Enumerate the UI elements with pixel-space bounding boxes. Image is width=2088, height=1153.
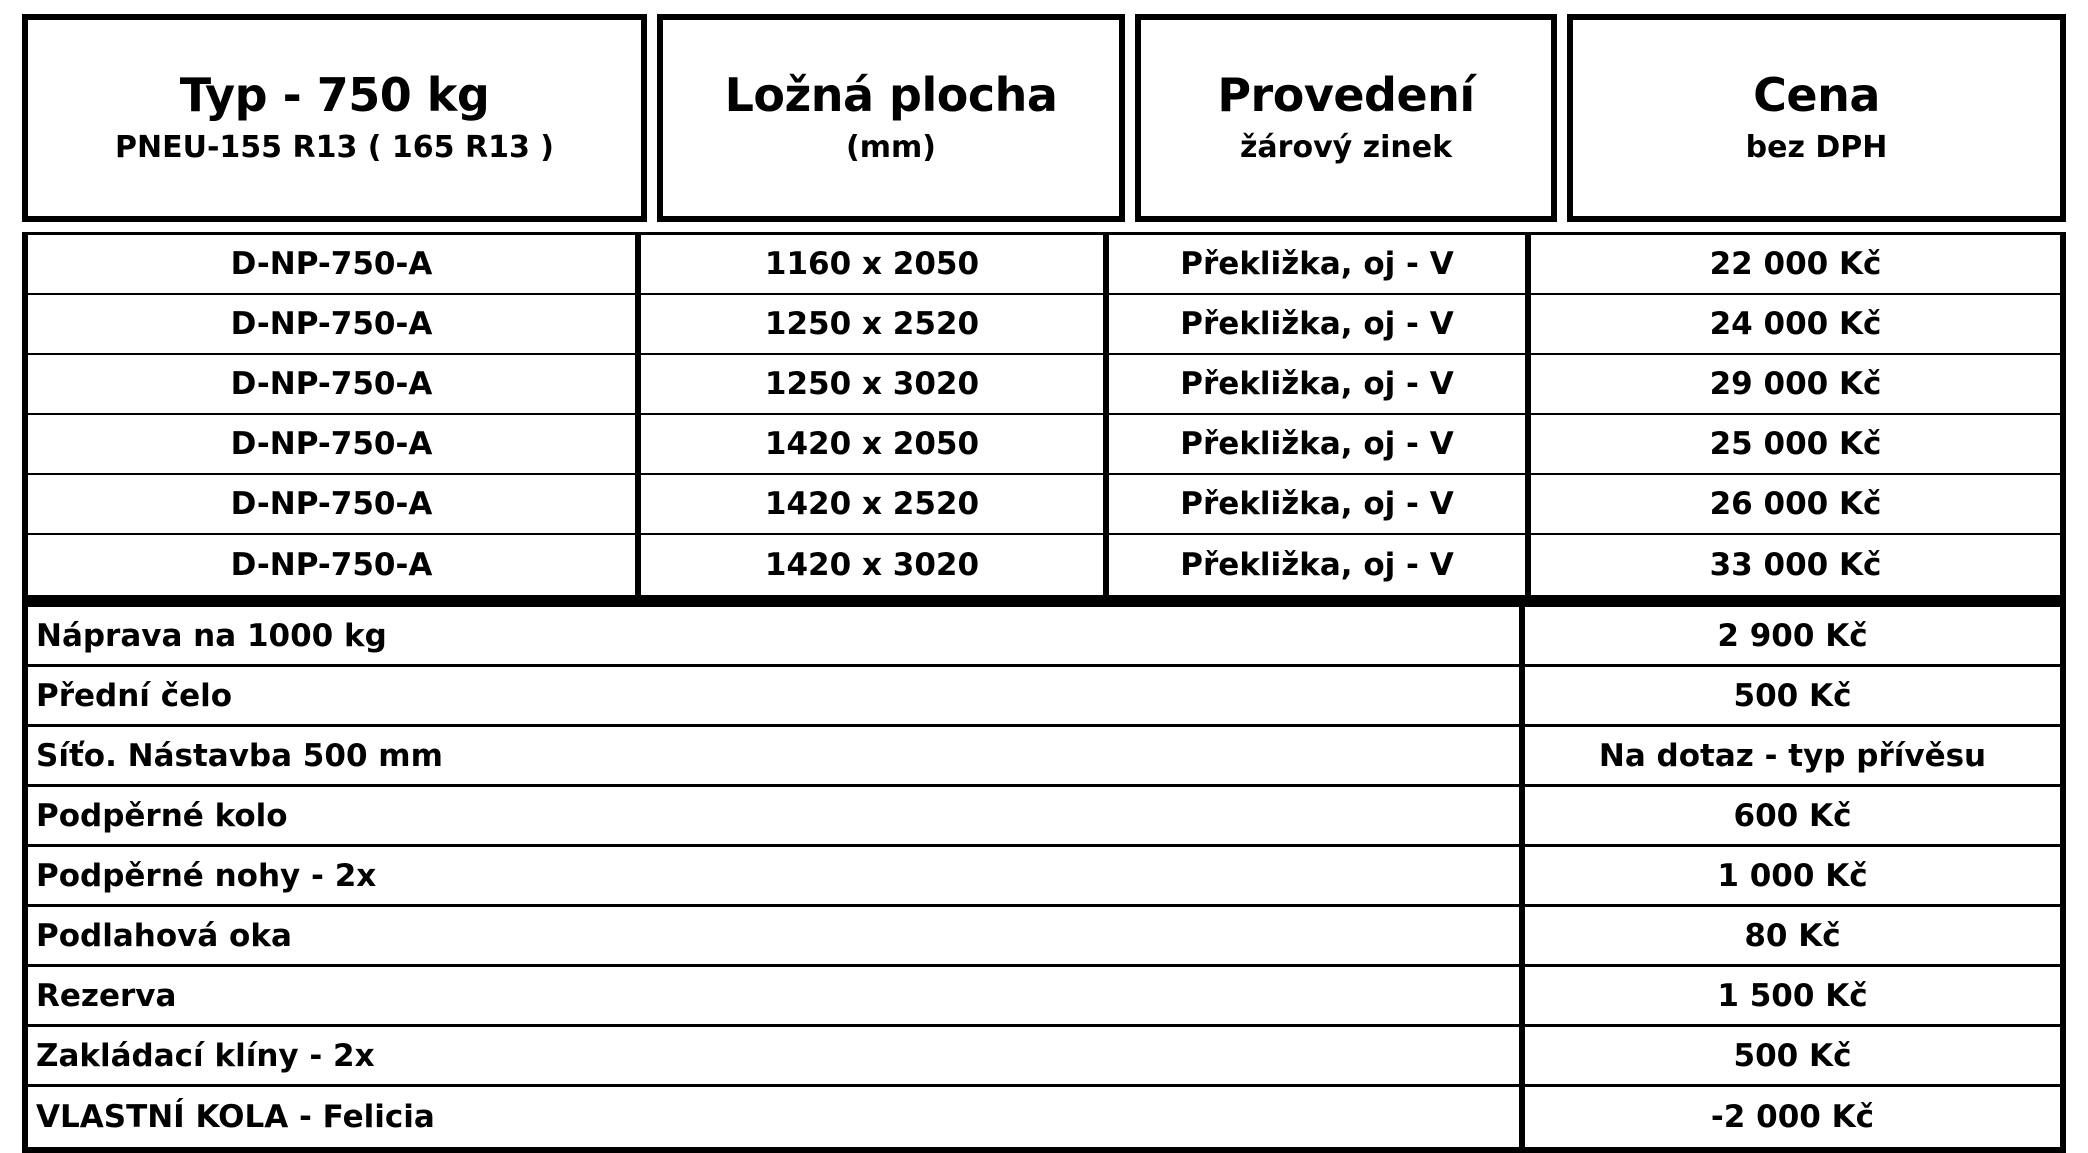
- option-price: 1 500 Kč: [1717, 977, 1868, 1014]
- header-title-price: Cena: [1753, 67, 1880, 122]
- option-label: Přední čelo: [28, 667, 1525, 724]
- option-price: 1 000 Kč: [1717, 857, 1868, 894]
- cell-area: 1420 x 2050: [641, 415, 1109, 473]
- table-row: [28, 235, 2060, 295]
- option-price: 500 Kč: [1733, 1037, 1852, 1074]
- option-label: Podpěrné kolo: [28, 787, 1525, 844]
- header-cell-finish: [1135, 14, 1557, 222]
- option-label: Podpěrné nohy - 2x: [28, 847, 1525, 904]
- header-title-area: Ložná plocha: [724, 67, 1058, 122]
- option-label: Rezerva: [28, 967, 1525, 1024]
- list-item: [28, 727, 2060, 787]
- cell-type: D-NP-750-A: [28, 355, 641, 413]
- header-title-type: Typ - 750 kg: [179, 67, 490, 122]
- table-row: [28, 295, 2060, 355]
- cell-area: 1250 x 3020: [641, 355, 1109, 413]
- option-price: -2 000 Kč: [1710, 1099, 1875, 1135]
- cell-area: 1420 x 3020: [641, 535, 1109, 595]
- cell-area: 1250 x 2520: [641, 295, 1109, 353]
- cell-area: 1160 x 2050: [641, 235, 1109, 293]
- option-price: 600 Kč: [1733, 797, 1852, 834]
- cell-area: 1420 x 2520: [641, 475, 1109, 533]
- cell-price: 33 000 Kč: [1709, 547, 1882, 583]
- list-item: [28, 607, 2060, 667]
- list-item: [28, 1087, 2060, 1147]
- cell-price: 29 000 Kč: [1709, 366, 1882, 402]
- cell-finish: Překližka, oj - V: [1109, 535, 1531, 595]
- list-item: [28, 907, 2060, 967]
- header-sub-type: PNEU-155 R13 ( 165 R13 ): [115, 129, 554, 165]
- list-item: [28, 787, 2060, 847]
- cell-type: D-NP-750-A: [28, 235, 641, 293]
- header-sub-area: (mm): [846, 129, 936, 165]
- cell-type: D-NP-750-A: [28, 295, 641, 353]
- option-price: 500 Kč: [1733, 677, 1852, 714]
- cell-price: 25 000 Kč: [1709, 426, 1882, 462]
- table-row: [28, 475, 2060, 535]
- option-price: 2 900 Kč: [1717, 617, 1868, 654]
- header-sub-price: bez DPH: [1745, 129, 1888, 165]
- header-cell-type: [22, 14, 647, 222]
- cell-type: D-NP-750-A: [28, 415, 641, 473]
- option-label: Náprava na 1000 kg: [28, 607, 1525, 664]
- cell-price: 26 000 Kč: [1709, 486, 1882, 522]
- cell-price: 22 000 Kč: [1709, 246, 1882, 282]
- option-price: 80 Kč: [1744, 917, 1841, 954]
- table-row: [28, 355, 2060, 415]
- option-label: Síťo. Nástavba 500 mm: [28, 727, 1525, 784]
- cell-finish: Překližka, oj - V: [1109, 355, 1531, 413]
- header-cell-area: [657, 14, 1125, 222]
- option-price: Na dotaz - typ přívěsu: [1598, 737, 1987, 774]
- cell-type: D-NP-750-A: [28, 475, 641, 533]
- cell-finish: Překližka, oj - V: [1109, 475, 1531, 533]
- cell-finish: Překližka, oj - V: [1109, 415, 1531, 473]
- table-header-row: [22, 14, 2066, 222]
- list-item: [28, 1027, 2060, 1087]
- list-item: [28, 667, 2060, 727]
- list-item: [28, 847, 2060, 907]
- table-row: [28, 535, 2060, 595]
- option-label: Zakládací klíny - 2x: [28, 1027, 1525, 1084]
- table-row: [28, 415, 2060, 475]
- cell-price: 24 000 Kč: [1709, 306, 1882, 342]
- cell-finish: Překližka, oj - V: [1109, 235, 1531, 293]
- header-cell-price: [1567, 14, 2066, 222]
- option-label: VLASTNÍ KOLA - Felicia: [28, 1087, 1525, 1147]
- header-title-finish: Provedení: [1217, 67, 1475, 122]
- list-item: [28, 967, 2060, 1027]
- options-table: [22, 601, 2066, 1153]
- header-sub-finish: žárový zinek: [1239, 129, 1453, 165]
- cell-type: D-NP-750-A: [28, 535, 641, 595]
- cell-finish: Překližka, oj - V: [1109, 295, 1531, 353]
- models-table: [22, 232, 2066, 601]
- option-label: Podlahová oka: [28, 907, 1525, 964]
